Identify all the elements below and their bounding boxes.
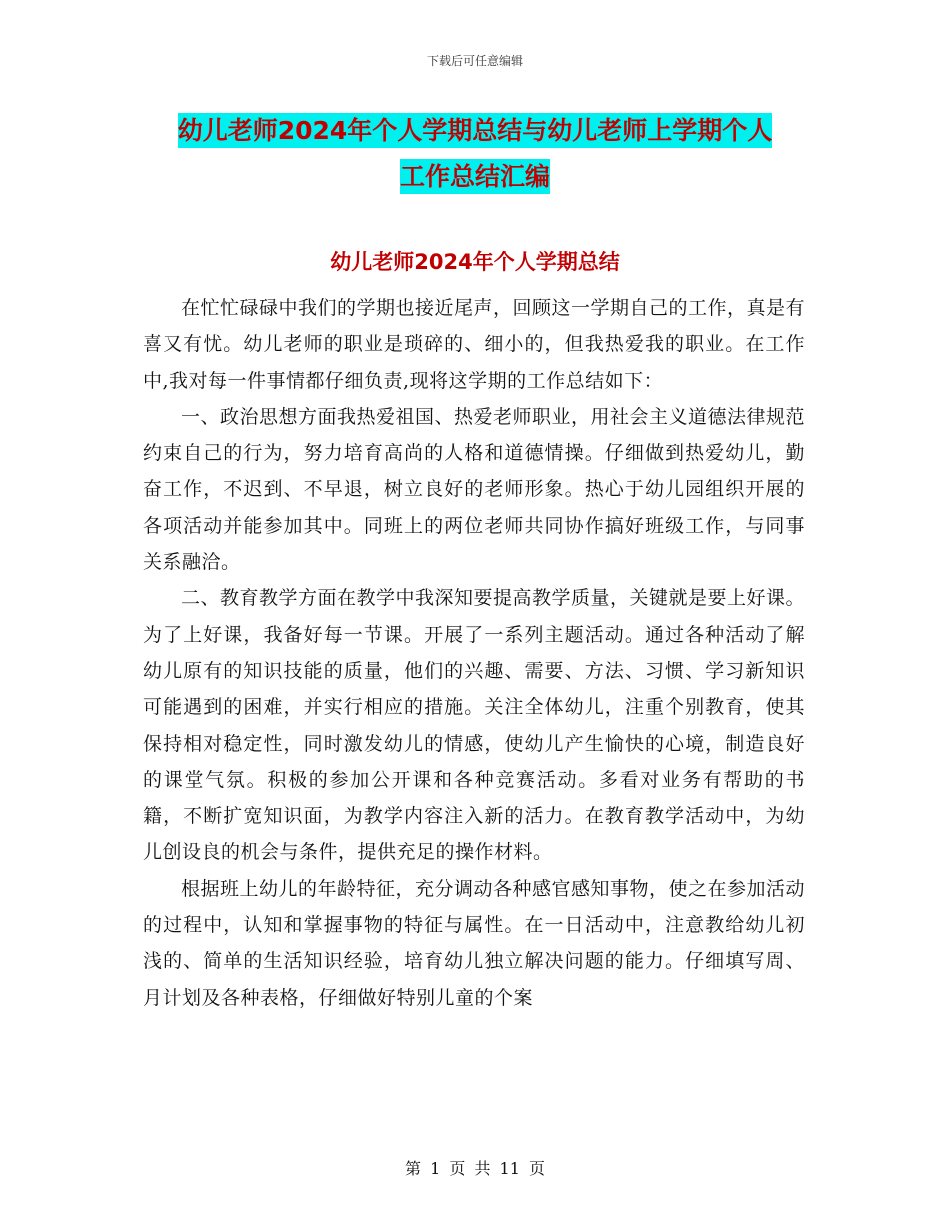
document-body bbox=[143, 290, 805, 1016]
document-title-line-2: 工作总结汇编 bbox=[400, 159, 550, 194]
page-number: 第 1 页 共 11 页 bbox=[405, 1159, 545, 1178]
paragraph-political: 一、政治思想方面我热爱祖国、热爱老师职业，用社会主义道德法律规范约束自己的行为，努力培育高尚的人格和道德情操。仔细做到热爱幼儿，勤奋工作，不迟到、不早退，树立良好的老师形象。热心于幼儿园组织开展的各项活动并能参加其中。同班上的两位老师共同协作搞好班级工作，与同事关系融洽。 bbox=[143, 405, 806, 574]
paragraph-intro: 在忙忙碌碌中我们的学期也接近尾声，回顾这一学期自己的工作，真是有喜又有忧。幼儿老师的职业是琐碎的、细小的，但我热爱我的职业。在工作中,我对每一件事情都仔细负责,现将这学期的工作总结如下： bbox=[143, 297, 806, 392]
page-header-note: 下载后可任意编辑 bbox=[426, 54, 523, 68]
document-title bbox=[140, 108, 810, 200]
paragraph-teaching: 二、教育教学方面在教学中我深知要提高教学质量，关键就是要上好课。为了上好课，我备好每一节课。开展了一系列主题活动。通过各种活动了解幼儿原有的知识技能的质量，他们的兴趣、需要、方法、习惯、学习新知识可能遇到的困难，并实行相应的措施。关注全体幼儿，注重个别教育，使其保持相对稳定性，同时激发幼儿的情感，使幼儿产生愉快的心境，制造良好的课堂气氛。积极的参加公开课和各种竞赛活动。多看对业务有帮助的书籍，不断扩宽知识面，为教学内容注入新的活力。在教育教学活动中，为幼儿创设良的机会与条件，提供充足的操作材料。 bbox=[143, 587, 806, 864]
section-title: 幼儿老师2024年个人学期总结 bbox=[330, 250, 620, 274]
paragraph-age-characteristics: 根据班上幼儿的年龄特征，充分调动各种感官感知事物，使之在参加活动的过程中，认知和掌握事物的特征与属性。在一日活动中，注意教给幼儿初浅的、简单的生活知识经验，培育幼儿独立解决问题的能力。仔细填写周、月计划及各种表格，仔细做好特别儿童的个案 bbox=[143, 877, 806, 1009]
document-title-line-1: 幼儿老师2024年个人学期总结与幼儿老师上学期个人 bbox=[178, 113, 773, 148]
